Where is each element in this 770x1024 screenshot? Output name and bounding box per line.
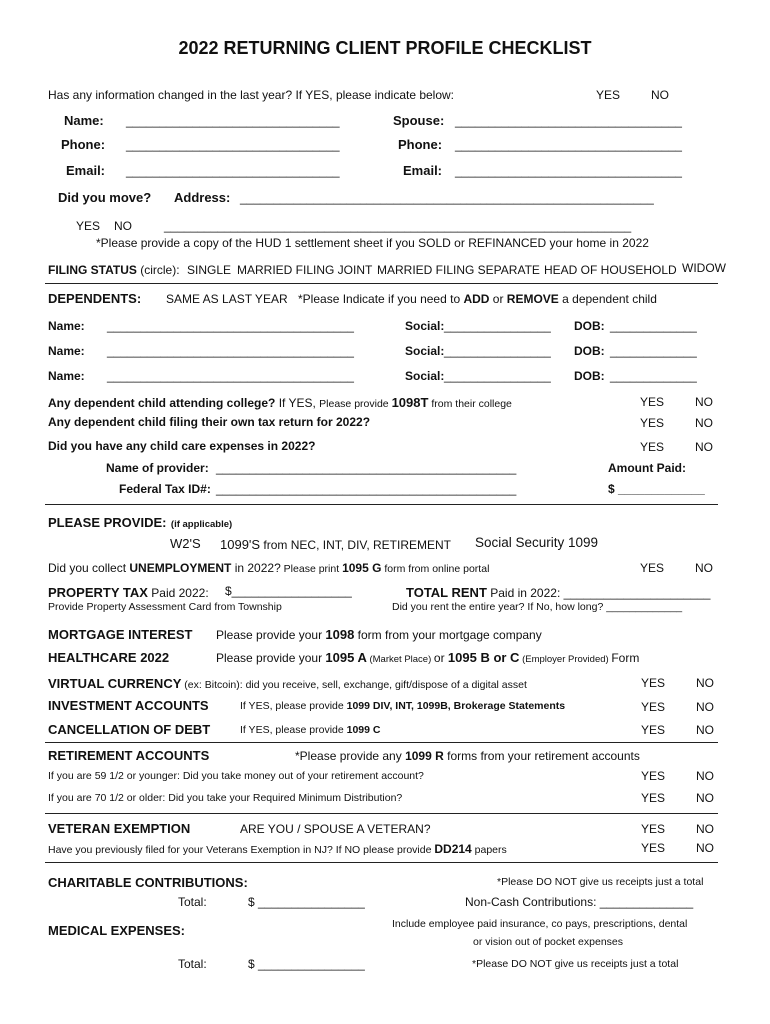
investment-text: If YES, please provide 1099 DIV, INT, 1099B, Brokerage Statements <box>240 700 566 712</box>
filing-status-row <box>48 264 180 276</box>
own-return-no[interactable]: NO <box>695 416 713 430</box>
email-label: Email: <box>66 163 106 178</box>
cancellation-text: If YES, please provide 1099 C <box>240 724 381 736</box>
childcare-no[interactable]: NO <box>695 440 713 454</box>
retirement-q2: If you are 70 1/2 or older: Did you take your Required Minimum Distribution? <box>48 792 403 804</box>
filing-option-hoh[interactable]: HEAD OF HOUSEHOLD <box>544 263 677 277</box>
dep3-name-label: Name: <box>48 369 85 383</box>
rent-entire-year-question: Did you rent the entire year? If No, how long? _____________ <box>392 601 683 613</box>
retirement-label: RETIREMENT ACCOUNTS <box>48 748 210 763</box>
email-field[interactable]: ________________________________ <box>126 164 340 178</box>
did-you-move-label: Did you move? <box>58 190 152 205</box>
investment-label: INVESTMENT ACCOUNTS <box>48 698 209 713</box>
own-return-yes[interactable]: YES <box>640 416 665 430</box>
veteran-question: ARE YOU / SPOUSE A VETERAN? <box>240 822 431 836</box>
name-label: Name: <box>64 113 104 128</box>
veteran-filed-no[interactable]: NO <box>696 841 714 855</box>
veteran-filed-question: Have you previously filed for your Veterans Exemption in NJ? If NO please provide DD214 papers <box>48 842 507 856</box>
spouse-field[interactable]: __________________________________ <box>455 114 682 128</box>
dep1-social-field[interactable]: ________________ <box>444 319 551 333</box>
filing-option-widow[interactable]: WIDOW <box>682 261 726 275</box>
phone-field[interactable]: ________________________________ <box>126 138 340 152</box>
provider-label: Name of provider: <box>106 461 209 475</box>
college-no[interactable]: NO <box>695 395 713 409</box>
dep2-name-label: Name: <box>48 344 85 358</box>
dep2-dob-label: DOB: <box>574 344 605 358</box>
veteran-no[interactable]: NO <box>696 822 714 836</box>
assessment-card-note: Provide Property Assessment Card from Township <box>48 601 282 613</box>
dep3-social-field[interactable]: ________________ <box>444 369 551 383</box>
retirement-q1-no[interactable]: NO <box>696 769 714 783</box>
spouse-phone-label: Phone: <box>398 137 443 152</box>
charitable-total-label: Total: <box>178 895 207 909</box>
divider-filing <box>45 283 718 284</box>
retirement-q1: If you are 59 1/2 or younger: Did you take money out of your retirement account? <box>48 770 424 782</box>
filing-status-circle: (circle): <box>140 263 180 277</box>
dep3-dob-field[interactable]: _____________ <box>610 369 697 383</box>
charitable-label: CHARITABLE CONTRIBUTIONS: <box>48 875 248 890</box>
provider-field[interactable]: _____________________________________________ <box>216 461 517 475</box>
phone-label: Phone: <box>61 137 106 152</box>
filing-option-single[interactable]: SINGLE <box>187 263 232 277</box>
amount-paid-field[interactable]: $ _____________ <box>608 482 705 496</box>
virtual-currency-row: VIRTUAL CURRENCY (ex: Bitcoin): did you receive, sell, exchange, gift/dispose of a digital asset <box>48 676 527 691</box>
unemployment-yes[interactable]: YES <box>640 561 665 575</box>
college-question: Any dependent child attending college? If YES, Please provide 1098T from their college <box>48 395 512 410</box>
name-field[interactable]: ________________________________ <box>126 114 340 128</box>
healthcare-label: HEALTHCARE 2022 <box>48 650 170 665</box>
divider-retirement <box>45 813 718 814</box>
same-as-last-year[interactable]: SAME AS LAST YEAR <box>166 292 288 306</box>
mortgage-label: MORTGAGE INTEREST <box>48 627 193 642</box>
spouse-email-label: Email: <box>403 163 443 178</box>
w2-item: W2'S <box>170 536 201 551</box>
childcare-yes[interactable]: YES <box>640 440 665 454</box>
unemployment-no[interactable]: NO <box>695 561 713 575</box>
dep3-social-label: Social: <box>405 369 445 383</box>
dep2-dob-field[interactable]: _____________ <box>610 344 697 358</box>
info-changed-yes[interactable]: YES <box>596 88 621 102</box>
mortgage-text: Please provide your 1098 form from your mortgage company <box>216 627 542 642</box>
veteran-yes[interactable]: YES <box>641 822 666 836</box>
retirement-q1-yes[interactable]: YES <box>641 769 666 783</box>
medical-label: MEDICAL EXPENSES: <box>48 923 186 938</box>
medical-total-label: Total: <box>178 957 207 971</box>
veteran-label: VETERAN EXEMPTION <box>48 821 191 836</box>
address-field-2[interactable]: ______________________________________________________________________ <box>164 219 632 233</box>
medical-total-field[interactable]: $ ________________ <box>248 957 365 971</box>
spouse-email-field[interactable]: __________________________________ <box>455 164 682 178</box>
divider-debt <box>45 742 718 743</box>
divider-veteran <box>45 862 718 863</box>
cancellation-label: CANCELLATION OF DEBT <box>48 722 211 737</box>
please-provide-row: PLEASE PROVIDE: (if applicable) <box>48 515 233 530</box>
dep1-dob-label: DOB: <box>574 319 605 333</box>
dep1-dob-field[interactable]: _____________ <box>610 319 697 333</box>
dependents-note: *Please Indicate if you need to ADD or REMOVE a dependent child <box>298 292 657 306</box>
virtual-no[interactable]: NO <box>696 676 714 690</box>
unemployment-question: Did you collect UNEMPLOYMENT in 2022? Please print 1095 G form from online portal <box>48 561 490 575</box>
medical-include-1: Include employee paid insurance, co pays, prescriptions, dental <box>392 918 688 930</box>
tax-id-field[interactable]: _____________________________________________ <box>216 482 517 496</box>
dep1-name-label: Name: <box>48 319 85 333</box>
childcare-question: Did you have any child care expenses in 2022? <box>48 439 316 453</box>
own-return-question: Any dependent child filing their own tax return for 2022? <box>48 415 371 429</box>
total-rent-row: TOTAL RENT Paid in 2022: ______________________ <box>406 585 711 600</box>
healthcare-text: Please provide your 1095 A (Market Place) or 1095 B or C (Employer Provided) Form <box>216 650 640 665</box>
hud1-note: *Please provide a copy of the HUD 1 settlement sheet if you SOLD or REFINANCED your home in 2022 <box>96 236 649 250</box>
filing-option-mfj[interactable]: MARRIED FILING JOINT <box>237 263 373 277</box>
dep2-social-label: Social: <box>405 344 445 358</box>
dep2-social-field[interactable]: ________________ <box>444 344 551 358</box>
property-tax-row: PROPERTY TAX Paid 2022: <box>48 585 209 600</box>
cancellation-yes[interactable]: YES <box>641 723 666 737</box>
dep1-social-label: Social: <box>405 319 445 333</box>
dep3-name-field[interactable]: _____________________________________ <box>107 369 354 383</box>
college-yes[interactable]: YES <box>640 395 665 409</box>
retirement-note: *Please provide any 1099 R forms from your retirement accounts <box>295 749 640 763</box>
filing-option-mfs[interactable]: MARRIED FILING SEPARATE <box>377 263 540 277</box>
dep1-name-field[interactable]: _____________________________________ <box>107 319 354 333</box>
info-changed-no[interactable]: NO <box>651 88 669 102</box>
tax-id-label: Federal Tax ID#: <box>119 482 211 496</box>
cancellation-no[interactable]: NO <box>696 723 714 737</box>
charitable-total-field[interactable]: $ ________________ <box>248 895 365 909</box>
1099-item: 1099'S from NEC, INT, DIV, RETIREMENT <box>220 537 451 552</box>
dep3-dob-label: DOB: <box>574 369 605 383</box>
charitable-note: *Please DO NOT give us receipts just a total <box>497 876 704 888</box>
medical-note: *Please DO NOT give us receipts just a total <box>472 958 679 970</box>
spouse-label: Spouse: <box>393 113 445 128</box>
retirement-q2-yes[interactable]: YES <box>641 791 666 805</box>
address-field-1[interactable]: ______________________________________________________________ <box>240 191 654 205</box>
page-title: 2022 RETURNING CLIENT PROFILE CHECKLIST <box>178 38 592 58</box>
medical-include-2: or vision out of pocket expenses <box>473 936 624 948</box>
filing-status-label: FILING STATUS <box>48 263 137 277</box>
info-changed-question: Has any information changed in the last year? If YES, please indicate below: <box>48 88 455 102</box>
amount-paid-label: Amount Paid: <box>608 461 686 475</box>
retirement-q2-no[interactable]: NO <box>696 791 714 805</box>
virtual-yes[interactable]: YES <box>641 676 666 690</box>
move-no[interactable]: NO <box>114 219 132 233</box>
dependents-label: DEPENDENTS: <box>48 291 142 306</box>
spouse-phone-field[interactable]: __________________________________ <box>455 138 682 152</box>
property-tax-field[interactable]: $__________________ <box>225 584 352 598</box>
ss1099-item: Social Security 1099 <box>475 535 599 550</box>
noncash-field[interactable]: Non-Cash Contributions: ______________ <box>465 895 694 909</box>
divider-dependents <box>45 504 718 505</box>
investment-yes[interactable]: YES <box>641 700 666 714</box>
move-yes[interactable]: YES <box>76 219 101 233</box>
investment-no[interactable]: NO <box>696 700 714 714</box>
address-label: Address: <box>174 190 231 205</box>
dep2-name-field[interactable]: _____________________________________ <box>107 344 354 358</box>
veteran-filed-yes[interactable]: YES <box>641 841 666 855</box>
